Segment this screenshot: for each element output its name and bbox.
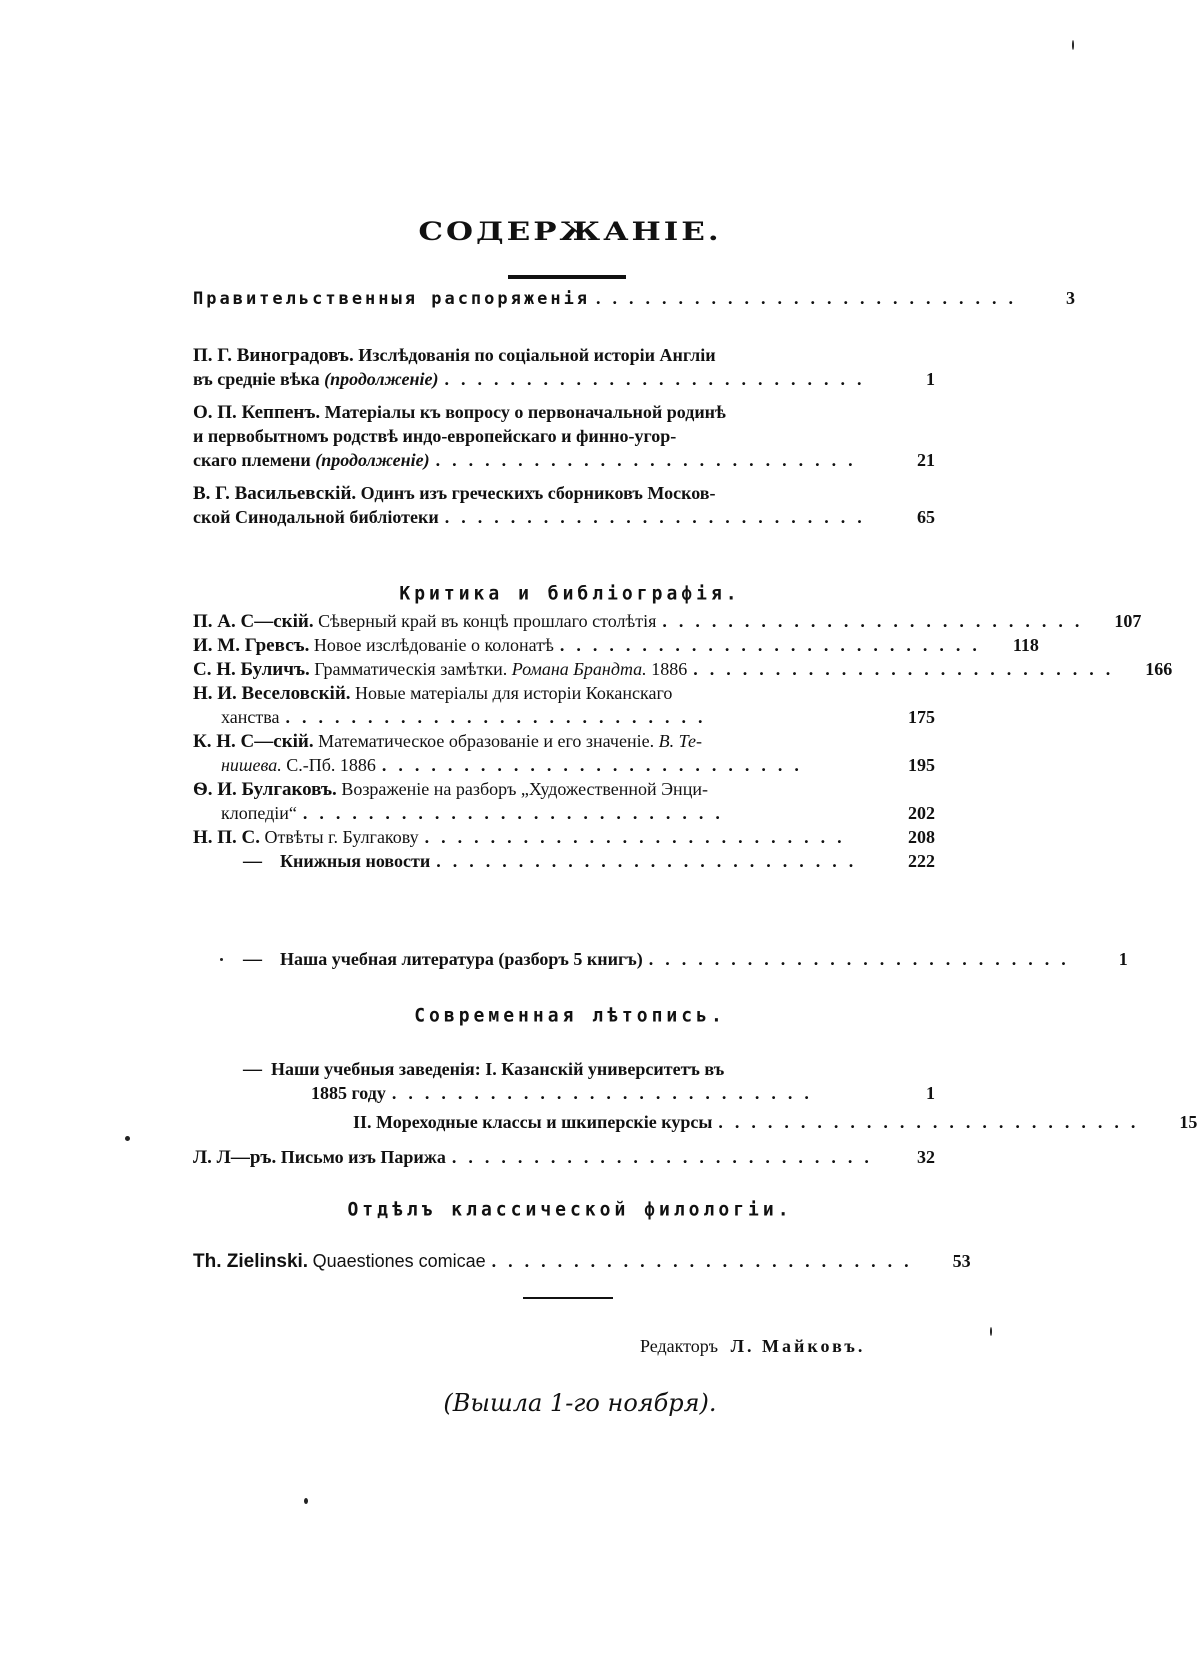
section-heading-critique: Критика и библіографія.	[399, 582, 741, 605]
toc-entry: Th. Zielinski. Quaestiones comicae .......................... 53	[193, 1251, 971, 1272]
entry-text: Наши учебныя заведенія: I. Казанскій университетъ въ	[271, 1059, 725, 1079]
toc-entry: — Наши учебныя заведенія: I. Казанскій университетъ въ 1885 году .......................... 1	[243, 1059, 935, 1103]
entry-author: О. П. Кеппенъ.	[193, 402, 321, 423]
entry-text: скаго племени	[193, 450, 311, 470]
title-rule	[508, 275, 626, 279]
toc-entry: Л. Л—ръ. Письмо изъ Парижа .......................... 32	[193, 1147, 935, 1168]
entry-author: П. А. С—скій.	[193, 611, 314, 632]
speck	[304, 1498, 308, 1504]
entry-author: И. М. Гревсъ.	[193, 635, 310, 656]
page-number: 3	[1066, 288, 1076, 308]
entry-author: К. Н. С—скій.	[193, 731, 314, 752]
page-title: СОДЕРЖАНІЕ.	[418, 217, 722, 247]
handwritten-note: (Вышла 1-го ноября).	[443, 1389, 717, 1417]
speck	[220, 958, 223, 961]
editor-signature	[640, 1336, 865, 1357]
entry-italic: Романа Брандта.	[511, 659, 647, 679]
toc-entry-government: Правительственныя распоряженія .......................... 3	[193, 288, 1076, 309]
entry-text: ханства	[221, 707, 280, 727]
page-number: 166	[1145, 659, 1173, 679]
page-number: 53	[952, 1251, 971, 1271]
entry-text: С.-Пб. 1886	[286, 755, 376, 775]
entry-text: Возраженіе на разборъ „Художественной Энци-	[341, 779, 708, 799]
toc-entry: О. П. Кеппенъ. Матеріалы къ вопросу о первоначальной родинѣ и первобытномъ родствѣ индо-европейскаго и финно-угор- скаго племени (продолженіе) .......................... 21	[193, 402, 935, 470]
entry-text: Сѣверный край въ концѣ прошлаго столѣтія	[318, 611, 657, 631]
entry-text: Изслѣдованія по соціальной исторіи Англіи	[358, 345, 716, 365]
entry-author: Н. П. С.	[193, 827, 261, 848]
page-number: 1	[1118, 949, 1128, 969]
page-number: 1	[926, 369, 935, 389]
page-number: 222	[908, 851, 935, 871]
entry-author: С. Н. Буличъ.	[193, 659, 310, 680]
entry-text: 1886	[651, 659, 688, 679]
page-number: 208	[908, 827, 935, 847]
entry-italic: нишева.	[221, 755, 282, 775]
page-number: 65	[917, 507, 935, 527]
entry-italic: В. Те-	[658, 731, 702, 751]
government-label: Правительственныя распоряженія	[193, 289, 591, 309]
speck	[125, 1136, 130, 1141]
page-number: 32	[917, 1147, 935, 1167]
page-number: 1	[926, 1083, 935, 1103]
entry-author: В. Г. Васильевскій.	[193, 483, 357, 504]
entry-author: Л. Л—ръ.	[193, 1147, 277, 1168]
section-heading-chronicle: Современная лѣтопись.	[414, 1004, 726, 1027]
page-number: 202	[908, 803, 935, 823]
editor-name: Л. Майковъ.	[730, 1336, 866, 1356]
page-number: 15	[1179, 1112, 1197, 1132]
entry-text: клопедіи“	[221, 803, 297, 823]
entry-author: Ѳ. И. Булгаковъ.	[193, 779, 337, 800]
entry-italic: (продолженіе)	[324, 369, 439, 389]
entry-text: II. Мореходные классы и шкиперскіе курсы	[353, 1112, 713, 1132]
entry-text: и первобытномъ родствѣ индо-европейскаго и финно-угор-	[193, 426, 677, 446]
toc-entry: II. Мореходные классы и шкиперскіе курсы .......................... 15	[353, 1112, 1197, 1132]
entry-italic: (продолженіе)	[315, 450, 430, 470]
end-rule	[523, 1297, 613, 1299]
entry-text: Новое изслѣдованіе о колонатѣ	[313, 635, 554, 655]
entry-author: Н. И. Веселовскій.	[193, 683, 351, 704]
toc-entry: П. Г. Виноградовъ. Изслѣдованія по соціальной исторіи Англіи въ средніе вѣка (продолженіе) .......................... 1	[193, 345, 935, 389]
page-number: 175	[908, 707, 935, 727]
entry-dash: —	[243, 949, 262, 970]
entry-text: Наша учебная литература (разборъ 5 книгъ)	[280, 949, 643, 969]
speck	[990, 1327, 992, 1336]
entry-text: Математическое образованіе и его значеніе.	[318, 731, 655, 751]
entry-text: Quaestiones comicae	[312, 1251, 486, 1271]
entry-dash: —	[243, 1059, 262, 1080]
page-number: 107	[1114, 611, 1142, 631]
entry-author: Th. Zielinski.	[193, 1251, 309, 1272]
entry-text: 1885 году	[311, 1083, 386, 1103]
entry-text: Новые матеріалы для исторіи Коканскаго	[355, 683, 673, 703]
toc-entry: — Наша учебная литература (разборъ 5 книгъ) .......................... 1	[243, 949, 1128, 970]
entry-text: въ средніе вѣка	[193, 369, 320, 389]
editor-label: Редакторъ	[640, 1336, 719, 1356]
entry-dash: —	[243, 851, 262, 872]
entry-text: Книжныя новости	[280, 851, 431, 871]
entry-text: ской Синодальной библіотеки	[193, 507, 439, 527]
toc-entry: П. А. С—скій. Сѣверный край въ концѣ прошлаго столѣтія .......................... 107 И. М. Гревсъ. Новое изслѣдованіе о колонатѣ .......................... 118 С. Н. Буличъ. Грамматическія замѣтки. Романа Брандта. 1886 .......................... 166 Н. И. Веселовскій. Новые матеріалы для исторіи Коканскаго ханства .......................... 175 К. Н. С—скій. Математическое образованіе и его значеніе. В. Те- нишева. С.-Пб. 1886 .......................... 195 Ѳ. И. Булгаковъ. Возраженіе на разборъ „Художественной Энци- клопедіи“ .......................... 202 Н. П. С. Отвѣты г. Булгакову .......................... 208 — Книжныя новости .......................... 222	[193, 611, 1173, 872]
entry-text: Отвѣты г. Булгакову	[264, 827, 419, 847]
section-heading-classics: Отдѣлъ классической филологіи.	[347, 1198, 793, 1221]
entry-text: Грамматическія замѣтки.	[314, 659, 508, 679]
page-number: 21	[917, 450, 935, 470]
page-number: 195	[908, 755, 935, 775]
entry-text: Одинъ изъ греческихъ сборниковъ Москов-	[360, 483, 716, 503]
toc-entry: В. Г. Васильевскій. Одинъ изъ греческихъ сборниковъ Москов- ской Синодальной библіотеки .......................... 65	[193, 483, 935, 527]
speck	[1072, 40, 1074, 50]
entry-author: П. Г. Виноградовъ.	[193, 345, 354, 366]
entry-text: Письмо изъ Парижа	[280, 1147, 446, 1167]
page-number: 118	[1012, 635, 1039, 655]
entry-text: Матеріалы къ вопросу о первоначальной родинѣ	[324, 402, 726, 422]
